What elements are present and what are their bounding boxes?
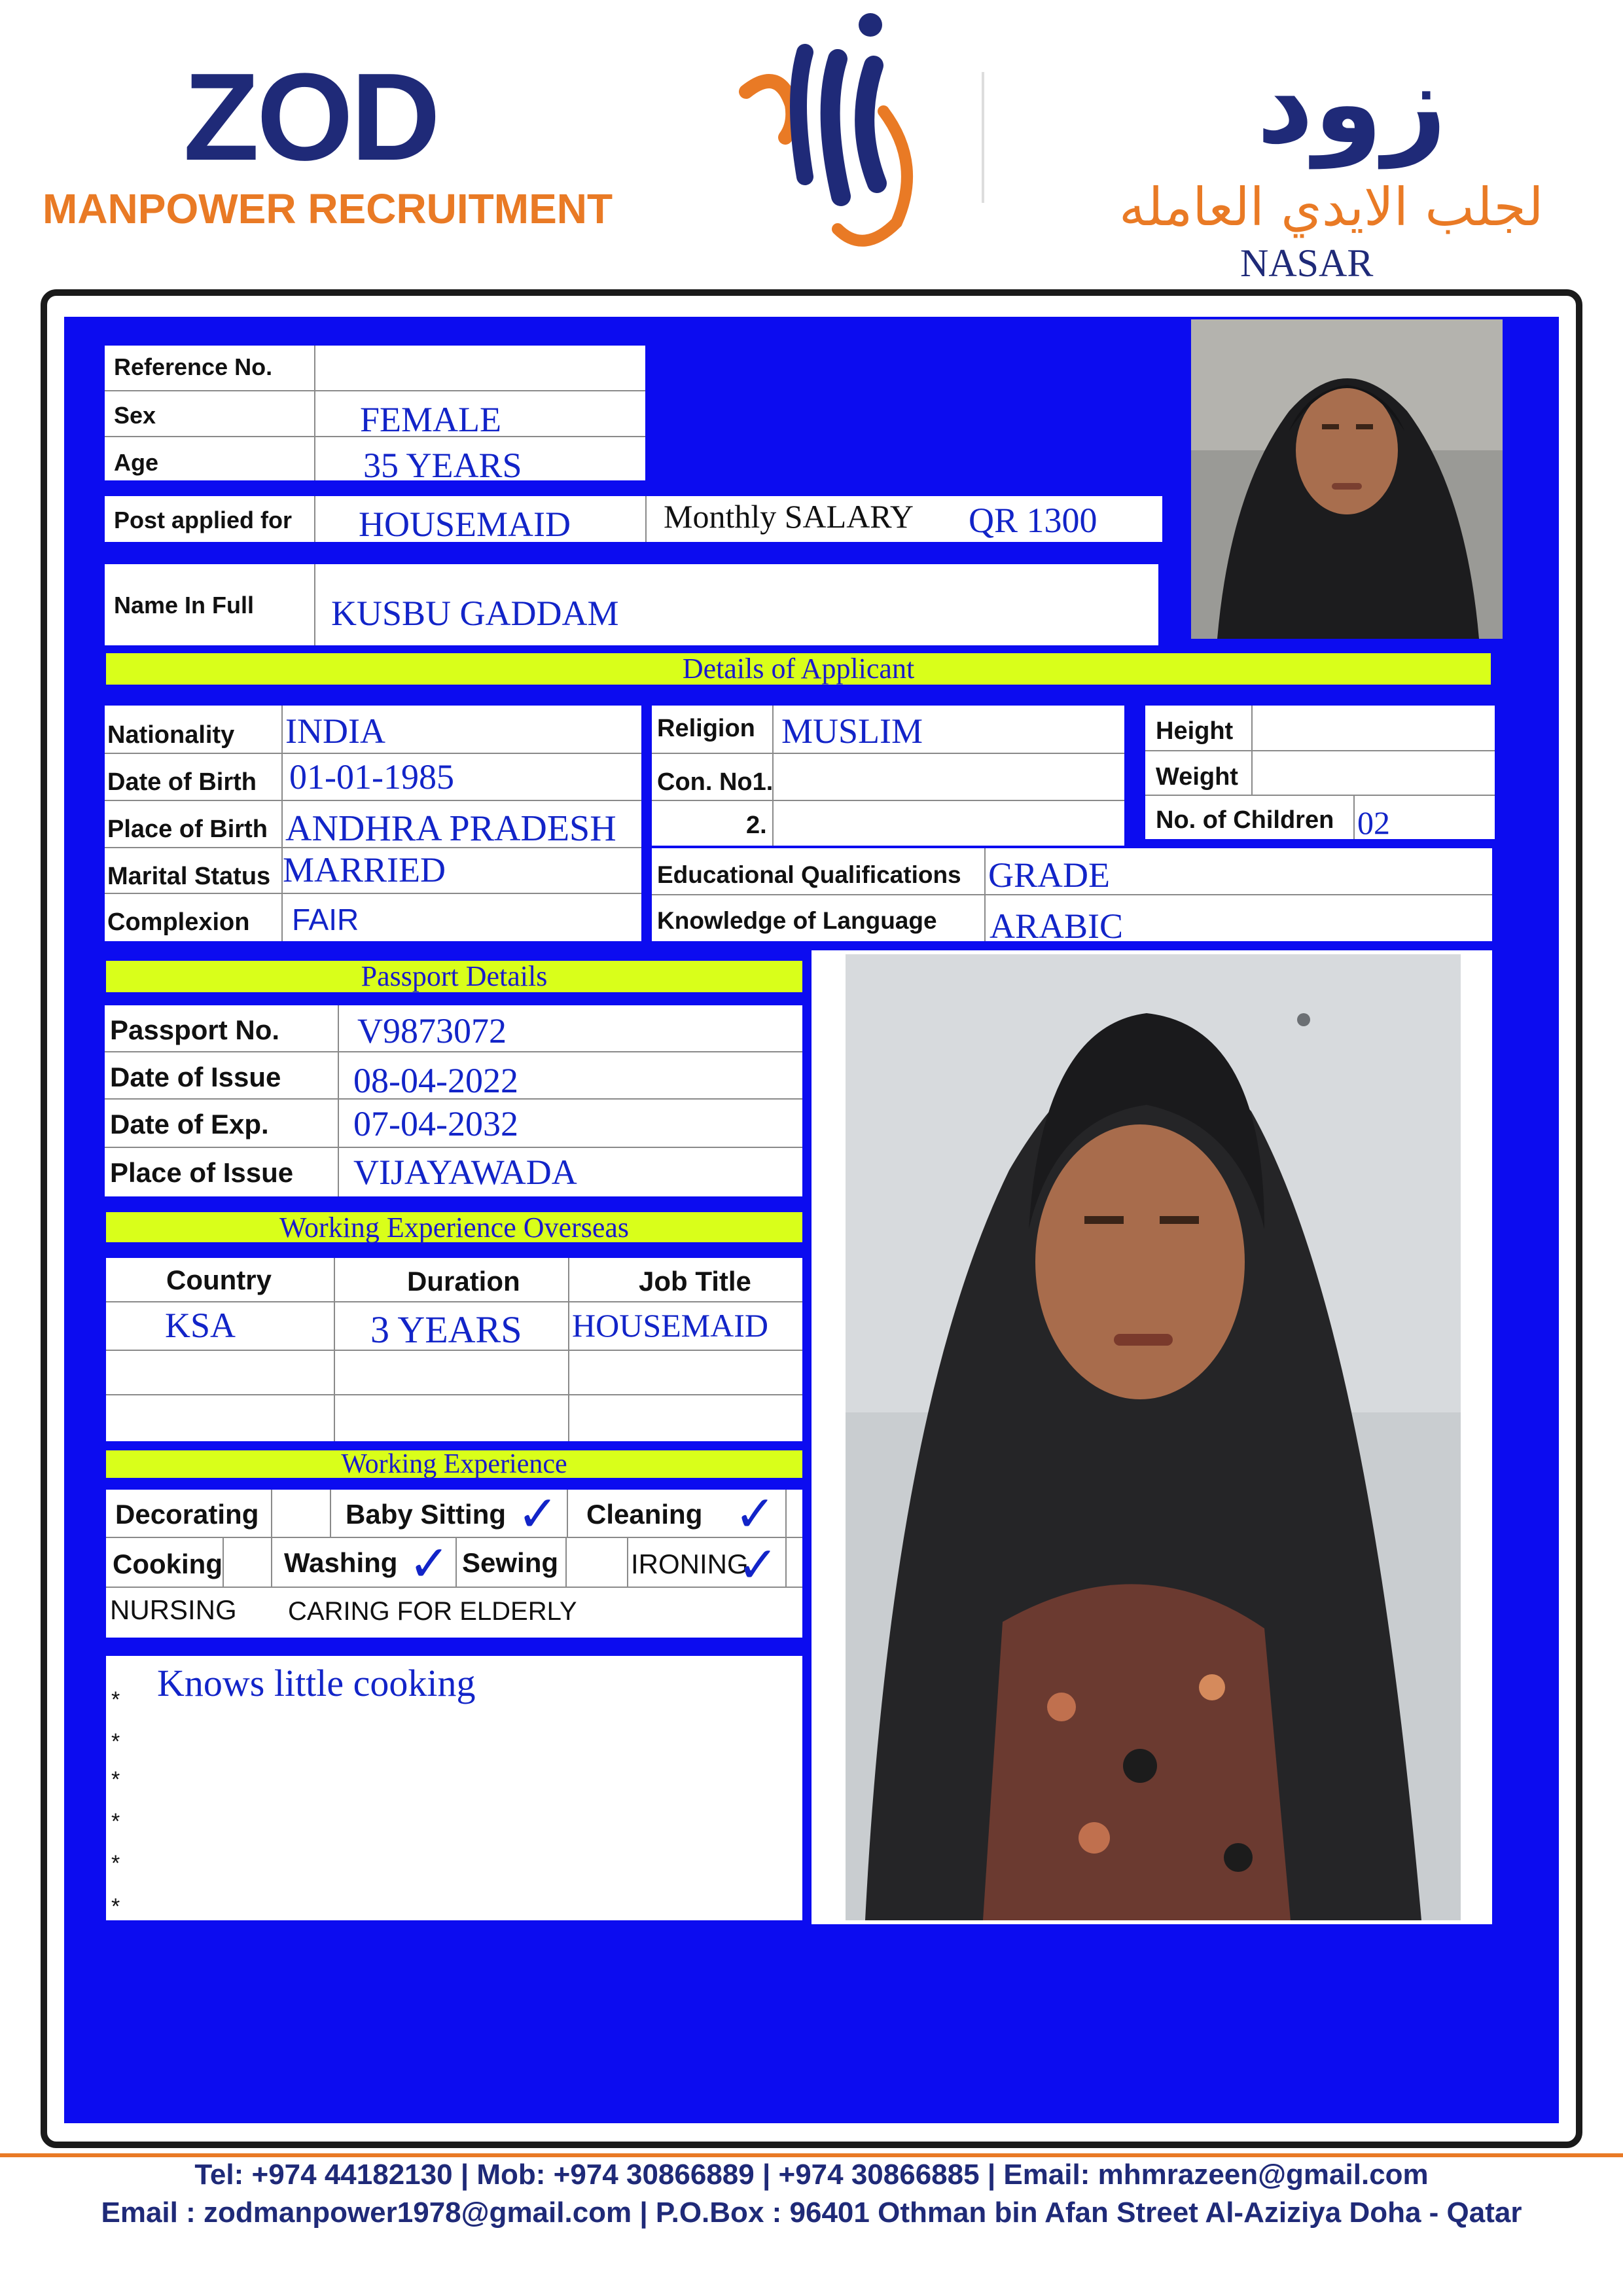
dob-label: Date of Birth: [107, 768, 257, 796]
pob-value: ANDHRA PRADESH: [285, 808, 616, 849]
sex-label: Sex: [114, 402, 156, 429]
applicant-portrait-large: [846, 954, 1461, 1920]
complexion-label: Complexion: [107, 908, 250, 936]
skill-cooking: Cooking: [113, 1549, 223, 1579]
marital-value: MARRIED: [283, 850, 446, 889]
post-label: Post applied for: [114, 507, 293, 533]
arabic-brand: زود: [1257, 39, 1447, 169]
skill-sewing: Sewing: [462, 1547, 559, 1578]
complexion-value: FAIR: [292, 903, 359, 937]
skill-decorating: Decorating: [115, 1499, 259, 1530]
education-label: Educational Qualifications: [657, 861, 961, 888]
language-value: ARABIC: [990, 906, 1124, 946]
details-title: Details of Applicant: [106, 653, 1491, 685]
religion-value: MUSLIM: [781, 711, 923, 751]
brand-logo-text: ZOD: [183, 48, 438, 187]
contact1-label: Con. No1.: [657, 768, 774, 796]
language-label: Knowledge of Language: [657, 907, 937, 934]
nationality-label: Nationality: [107, 721, 235, 749]
footer-contact-line1: Tel: +974 44182130 | Mob: +974 30866889 | +974 30866885 | Email: mhmrazeen@gmail.com: [194, 2159, 1429, 2191]
footer-contact-line2: Email : zodmanpower1978@gmail.com | P.O.Box : 96401 Othman bin Afan Street Al-Aziziya Doha - Qatar: [101, 2197, 1522, 2229]
contact2-label: 2.: [746, 812, 767, 839]
height-label: Height: [1156, 717, 1234, 745]
skill-cleaning: Cleaning: [586, 1499, 703, 1530]
skill-baby-sitting: Baby Sitting: [346, 1499, 507, 1530]
salary-value: QR 1300: [969, 501, 1097, 540]
issue-place-value: VIJAYAWADA: [353, 1153, 577, 1192]
dob-value: 01-01-1985: [289, 757, 454, 797]
skill-washing: Washing: [284, 1547, 398, 1578]
footer-divider: [0, 2153, 1623, 2157]
post-value: HOUSEMAID: [359, 505, 571, 544]
age-value: 35 YEARS: [363, 446, 522, 485]
expiry-date-value: 07-04-2032: [353, 1104, 518, 1143]
issue-place-label: Place of Issue: [110, 1157, 294, 1188]
notes-bullet-4: *: [111, 1809, 120, 1834]
brand-emblem-icon: [733, 13, 929, 262]
overseas-job: HOUSEMAID: [572, 1307, 768, 1344]
arabic-subtitle: لجلب الايدي العامله: [1119, 177, 1544, 238]
overseas-duration: 3 YEARS: [370, 1308, 522, 1351]
age-label: Age: [114, 449, 159, 476]
skill-ironing: IRONING: [631, 1549, 749, 1579]
education-value: GRADE: [988, 855, 1110, 895]
nasar-label: NASAR: [1240, 242, 1374, 285]
passport-title: Passport Details: [106, 961, 802, 992]
notes-bullet-1: *: [111, 1687, 120, 1712]
notes-text: Knows little cooking: [157, 1662, 476, 1704]
name-label: Name In Full: [114, 592, 255, 619]
pob-label: Place of Birth: [107, 816, 268, 843]
name-value: KUSBU GADDAM: [331, 594, 619, 633]
children-label: No. of Children: [1156, 806, 1334, 834]
issue-date-label: Date of Issue: [110, 1062, 281, 1092]
expiry-date-label: Date of Exp.: [110, 1109, 269, 1139]
overseas-title: Working Experience Overseas: [106, 1212, 802, 1242]
reference-label: Reference No.: [114, 353, 273, 380]
passport-no-label: Passport No.: [110, 1014, 280, 1045]
col-duration-header: Duration: [407, 1266, 520, 1297]
passport-no-value: V9873072: [357, 1011, 507, 1050]
religion-label: Religion: [657, 715, 755, 742]
cleaning-check-icon: ✓: [734, 1484, 776, 1543]
skill-caring-elderly: CARING FOR ELDERLY: [288, 1597, 577, 1626]
col-country-header: Country: [166, 1265, 272, 1295]
washing-check-icon: ✓: [408, 1534, 450, 1592]
ironing-check-icon: ✓: [737, 1535, 779, 1594]
notes-bullet-5: *: [111, 1851, 120, 1876]
col-job-header: Job Title: [639, 1266, 751, 1297]
notes-bullet-2: *: [111, 1729, 120, 1754]
brand-subtitle: MANPOWER RECRUITMENT: [43, 185, 613, 232]
issue-date-value: 08-04-2022: [353, 1061, 518, 1100]
notes-bullet-6: *: [111, 1894, 120, 1919]
marital-label: Marital Status: [107, 863, 271, 890]
name-row: [105, 564, 1158, 645]
skill-nursing: NURSING: [110, 1594, 237, 1625]
weight-label: Weight: [1156, 763, 1238, 791]
experience-title: Working Experience: [106, 1450, 802, 1478]
salary-label: Monthly SALARY: [664, 498, 914, 535]
children-value: 02: [1357, 804, 1390, 841]
header-divider: [982, 72, 984, 203]
sex-value: FEMALE: [360, 400, 501, 439]
applicant-portrait-small: [1191, 319, 1503, 639]
notes-bullet-3: *: [111, 1767, 120, 1792]
overseas-country: KSA: [165, 1306, 236, 1345]
nationality-value: INDIA: [285, 711, 385, 751]
baby-sitting-check-icon: ✓: [517, 1484, 559, 1543]
